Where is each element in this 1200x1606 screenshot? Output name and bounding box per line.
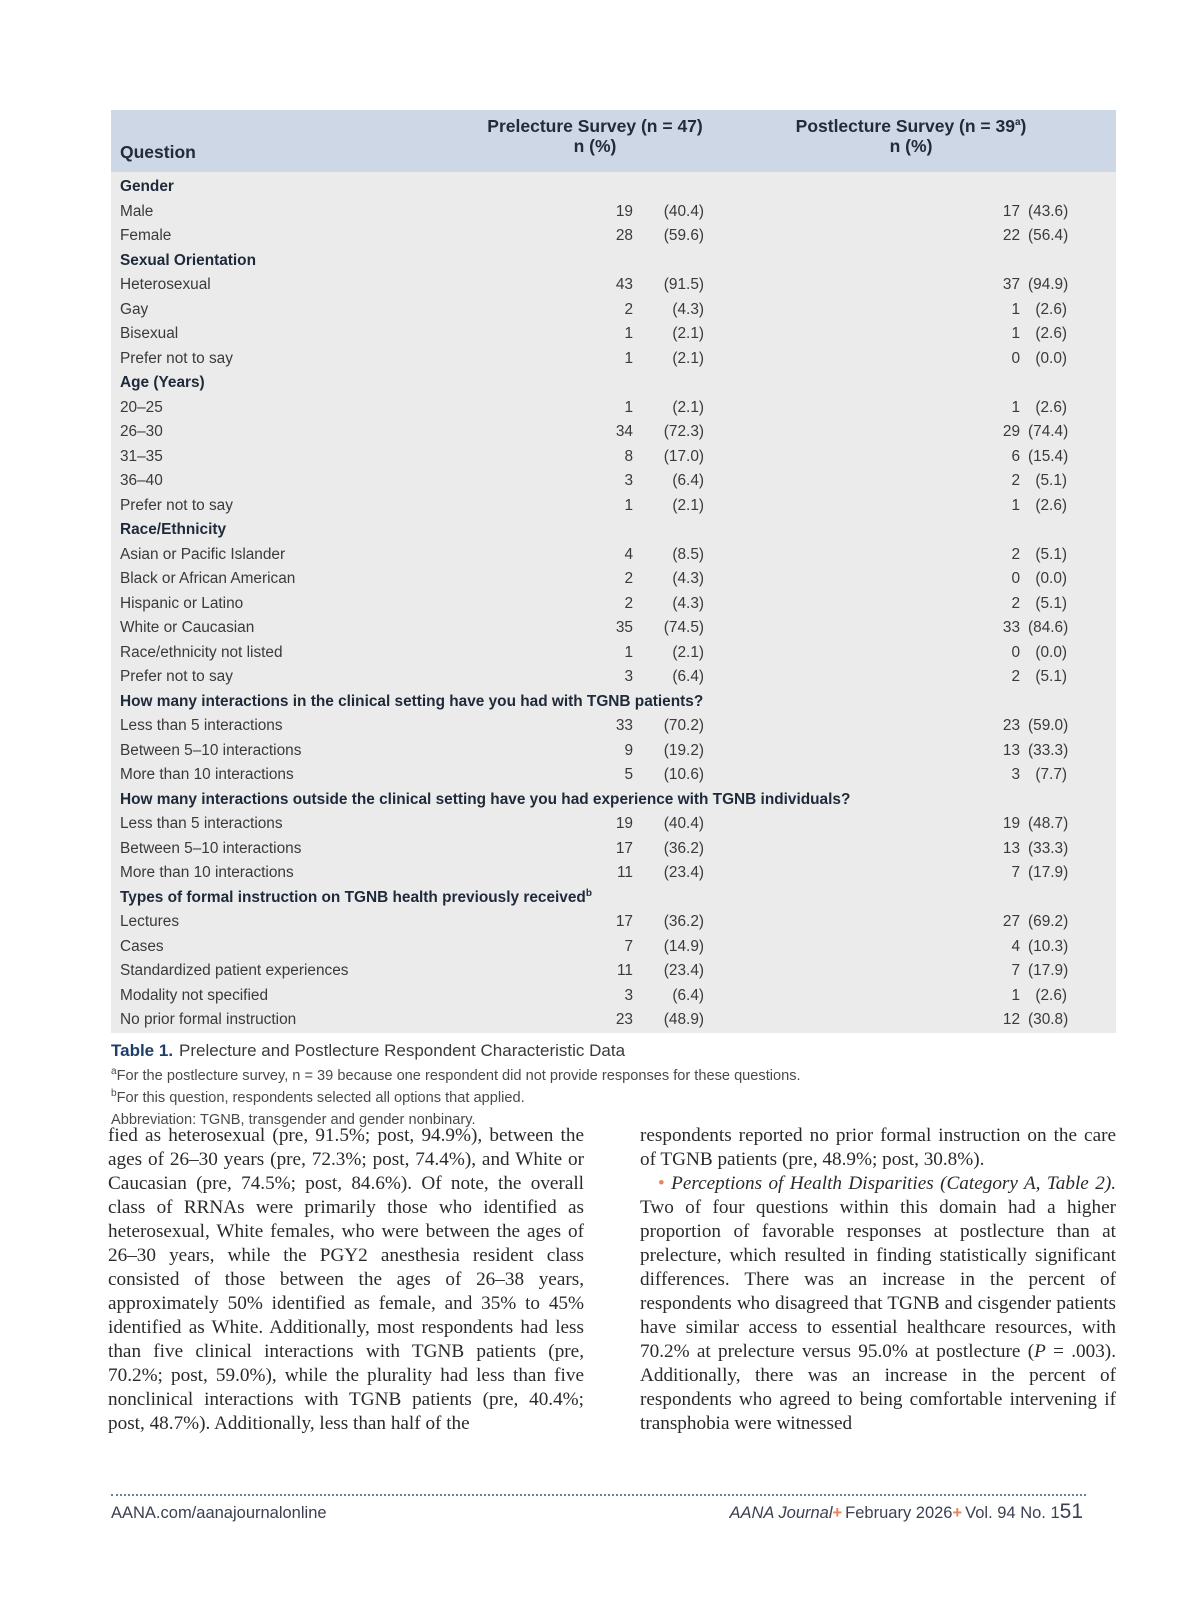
row-label: Standardized patient experiences — [120, 962, 349, 979]
section-label-text: Age (Years) — [120, 374, 205, 391]
left-paragraph: fied as heterosexual (pre, 91.5%; post, 94.9%), between the ages of 26–30 years (pre, 72.3%; post, 74.4%), and White or Caucasian (pre, 74.5%; post, 84.6%). Of note, the overall class of RRNAs were primarily those who identified as heterosexual, White females, who were between the ages of 26–30 years, while the PGY2 anesthesia resident class consisted of those between the ages of 26–38 years, approximately 50% identified as female, and 35% to 45% identified as White. Additionally, most respondents had less than five clinical interactions with TGNB patients (pre, 70.2%; post, 59.0%), while the plurality had less than five nonclinical interactions with TGNB patients (pre, 40.4%; post, 48.7%). Additionally, less than half of the — [108, 1125, 584, 1434]
prelecture-count: 33 — [615, 717, 633, 734]
section-label — [111, 172, 1116, 200]
row-label: Female — [120, 227, 172, 244]
section-label — [111, 518, 1116, 543]
postlecture-percent: (74.4) — [1028, 423, 1069, 440]
row-label: Asian or Pacific Islander — [120, 545, 286, 563]
row-label: White or Caucasian — [120, 619, 255, 636]
postlecture-count: 7 — [1011, 864, 1021, 881]
prelecture-percent: (4.3) — [672, 570, 705, 587]
prelecture-count: 34 — [615, 423, 633, 440]
postlecture-percent: (94.9) — [1028, 276, 1069, 293]
section-label — [111, 886, 1116, 911]
row-label: Race/ethnicity not listed — [120, 643, 283, 661]
row-label: Gay — [120, 300, 149, 318]
postlecture-percent: (0.0) — [1035, 643, 1068, 661]
spacer-cell — [711, 567, 986, 592]
spacer-cell — [711, 641, 986, 666]
table-row — [111, 396, 1116, 421]
volume: Vol. 94 — [965, 1504, 1016, 1522]
postlecture-count: 12 — [1002, 1011, 1021, 1028]
prelecture-percent: (72.3) — [663, 423, 705, 440]
table-row — [111, 959, 1116, 984]
prelecture-label: Prelecture Survey (n = 47) — [487, 116, 703, 136]
prelecture-percent: (4.3) — [672, 594, 705, 612]
postlecture-count: 1 — [1011, 325, 1021, 342]
postlecture-count: 2 — [1011, 594, 1021, 612]
body-column-right — [640, 1124, 1116, 1436]
row-label: Cases — [120, 937, 164, 955]
section-label-text: How many interactions in the clinical setting have you had with TGNB patients? — [120, 692, 704, 710]
table-row — [111, 1008, 1116, 1033]
table-row — [111, 665, 1116, 690]
table-row — [111, 812, 1116, 837]
table-caption-label: Table 1. — [111, 1040, 174, 1060]
plus-icon: + — [952, 1504, 963, 1522]
postlecture-percent: (2.6) — [1035, 325, 1068, 342]
postlecture-percent: (69.2) — [1028, 913, 1069, 930]
table-row — [111, 469, 1116, 494]
prelecture-count: 19 — [615, 202, 633, 220]
spacer-cell — [711, 224, 986, 249]
postlecture-percent: (5.1) — [1035, 545, 1068, 563]
table-row — [111, 739, 1116, 764]
spacer-cell — [711, 861, 986, 886]
page-footer — [111, 1500, 1083, 1524]
prelecture-percent: (40.4) — [663, 202, 705, 220]
spacer-cell — [711, 1008, 986, 1033]
prelecture-count: 2 — [624, 570, 633, 587]
row-label: Hispanic or Latino — [120, 594, 244, 612]
postlecture-percent: (30.8) — [1028, 1011, 1069, 1028]
postlecture-percent: (59.0) — [1028, 717, 1069, 734]
table-caption-title: Prelecture and Postlecture Respondent Characteristic Data — [179, 1040, 626, 1060]
spacer-cell — [711, 935, 986, 960]
postlecture-count: 1 — [1011, 496, 1021, 514]
postlecture-count: 13 — [1002, 741, 1021, 759]
row-label: Heterosexual — [120, 276, 211, 293]
spacer-cell — [711, 739, 986, 764]
spacer-cell — [711, 322, 986, 347]
section-label-text: Sexual Orientation — [120, 251, 256, 269]
table-row — [111, 567, 1116, 592]
prelecture-column-header — [479, 110, 711, 172]
postlecture-percent: (0.0) — [1035, 349, 1068, 367]
prelecture-count: 7 — [624, 937, 633, 955]
spacer-cell — [711, 494, 986, 519]
prelecture-percent: (70.2) — [663, 717, 705, 734]
spacer-cell — [711, 910, 986, 935]
table-row — [111, 935, 1116, 960]
prelecture-count: 5 — [624, 766, 633, 783]
postlecture-count: 0 — [1011, 570, 1021, 587]
prelecture-count: 8 — [624, 447, 633, 465]
section-label — [111, 249, 1116, 274]
spacer-cell — [711, 396, 986, 421]
row-label: Modality not specified — [120, 986, 268, 1004]
postlecture-percent: (17.9) — [1028, 962, 1069, 979]
spacer-cell — [711, 592, 986, 617]
postlecture-count: 33 — [1002, 619, 1021, 636]
prelecture-percent: (23.4) — [663, 864, 705, 881]
journal-url-link[interactable]: AANA.com/aanajournalonline — [111, 1504, 327, 1522]
prelecture-count: 11 — [617, 962, 633, 979]
journal-name: AANA Journal — [729, 1504, 833, 1522]
spacer-cell — [711, 200, 986, 225]
footnote-a-text: For the postlecture survey, n = 39 because one respondent did not provide responses for these questions. — [116, 1067, 801, 1084]
postlecture-percent: (2.6) — [1035, 398, 1068, 416]
prelecture-sublabel: n (%) — [573, 136, 617, 156]
postlecture-percent: (48.7) — [1028, 815, 1069, 832]
body-text — [108, 1124, 1116, 1436]
postlecture-count: 0 — [1011, 643, 1021, 661]
postlecture-sublabel: n (%) — [889, 136, 933, 156]
footnote-a-mark: a — [111, 1065, 117, 1077]
prelecture-percent: (8.5) — [672, 545, 705, 563]
bullet-icon: • — [658, 1173, 665, 1194]
footnote-b-text: For this question, respondents selected all options that applied. — [116, 1089, 525, 1106]
body-column-left — [108, 1124, 584, 1436]
prelecture-count: 4 — [624, 545, 633, 563]
spacer-cell — [711, 984, 986, 1009]
section-header-row — [111, 172, 1116, 200]
postlecture-percent: (56.4) — [1028, 227, 1069, 244]
prelecture-count: 3 — [624, 472, 633, 489]
postlecture-column-header — [795, 110, 1116, 172]
section-label-text: Gender — [120, 178, 174, 195]
section-header-row — [111, 518, 1116, 543]
prelecture-percent: (2.1) — [672, 496, 705, 514]
table-row — [111, 273, 1116, 298]
postlecture-percent: (33.3) — [1028, 741, 1069, 759]
postlecture-count: 23 — [1002, 717, 1021, 734]
prelecture-count: 43 — [615, 276, 633, 293]
table-row — [111, 763, 1116, 788]
postlecture-percent: (33.3) — [1028, 839, 1069, 857]
postlecture-percent: (15.4) — [1028, 447, 1069, 465]
spacer-cell — [711, 445, 986, 470]
plus-icon: + — [832, 1504, 843, 1522]
row-label: Bisexual — [120, 325, 179, 342]
footnote-a — [111, 1067, 1116, 1085]
postlecture-count: 13 — [1002, 839, 1021, 857]
postlecture-count: 2 — [1011, 472, 1021, 489]
postlecture-count: 1 — [1011, 986, 1021, 1004]
row-label: Male — [120, 202, 154, 220]
postlecture-count: 29 — [1002, 423, 1021, 440]
table-row — [111, 298, 1116, 323]
section-label-text: How many interactions outside the clinical setting have you had experience with TGNB individuals? — [120, 790, 851, 808]
prelecture-percent: (19.2) — [663, 741, 705, 759]
row-label: Between 5–10 interactions — [120, 839, 302, 857]
footnote-b — [111, 1089, 1116, 1107]
postlecture-count: 1 — [1011, 398, 1021, 416]
prelecture-count: 19 — [615, 815, 633, 832]
row-label: 20–25 — [120, 398, 163, 416]
postlecture-count: 6 — [1011, 447, 1021, 465]
row-label: Less than 5 interactions — [120, 717, 283, 734]
prelecture-percent: (6.4) — [672, 472, 705, 489]
prelecture-count: 23 — [615, 1011, 633, 1028]
prelecture-percent: (2.1) — [672, 643, 705, 661]
abbreviation-note: Abbreviation: TGNB, transgender and gender nonbinary. — [111, 1111, 476, 1128]
prelecture-percent: (2.1) — [672, 325, 705, 342]
right-paragraph-2-text-a: Two of four questions within this domain had a higher proportion of favorable responses at postlecture than at prelecture, which resulted in finding statistically significant differences. There was an increase in the percent of respondents who disagreed that TGNB and cisgender patients have similar access to essential healthcare resources, with 70.2% at prelecture versus 95.0% at postlecture ( — [640, 1197, 1116, 1362]
table-row — [111, 494, 1116, 519]
prelecture-percent: (36.2) — [663, 839, 705, 857]
postlecture-count: 17 — [1002, 202, 1021, 220]
prelecture-percent: (48.9) — [663, 1011, 705, 1028]
footer-divider — [111, 1494, 1086, 1496]
table-row — [111, 592, 1116, 617]
section-header-row — [111, 788, 1116, 813]
prelecture-percent: (4.3) — [672, 300, 705, 318]
prelecture-count: 1 — [624, 496, 633, 514]
spacer-cell — [711, 812, 986, 837]
row-label: 26–30 — [120, 423, 163, 440]
row-label: Less than 5 interactions — [120, 815, 283, 832]
prelecture-percent: (36.2) — [663, 913, 705, 930]
postlecture-count: 2 — [1011, 668, 1021, 685]
prelecture-count: 9 — [624, 741, 633, 759]
postlecture-label: Postlecture Survey (n = 39 — [795, 116, 1015, 136]
postlecture-percent: (2.6) — [1035, 300, 1068, 318]
table-caption — [111, 1041, 1116, 1061]
row-label: More than 10 interactions — [120, 864, 294, 881]
postlecture-percent: (17.9) — [1028, 864, 1069, 881]
spacer-cell — [711, 298, 986, 323]
table-row — [111, 861, 1116, 886]
section-label — [111, 690, 1116, 715]
section-footnote-mark: b — [585, 887, 592, 899]
row-label: More than 10 interactions — [120, 766, 294, 783]
postlecture-count: 0 — [1011, 349, 1021, 367]
postlecture-percent: (5.1) — [1035, 594, 1068, 612]
page-number: 51 — [1059, 1500, 1083, 1523]
postlecture-count: 7 — [1011, 962, 1021, 979]
postlecture-count: 4 — [1011, 937, 1021, 955]
table-row — [111, 445, 1116, 470]
spacer-cell — [711, 469, 986, 494]
prelecture-count: 28 — [615, 227, 633, 244]
spacer-cell — [711, 420, 986, 445]
prelecture-percent: (14.9) — [663, 937, 705, 955]
postlecture-count: 3 — [1011, 766, 1021, 783]
prelecture-percent: (91.5) — [663, 276, 705, 293]
table-row — [111, 543, 1116, 568]
postlecture-percent: (43.6) — [1028, 202, 1069, 220]
section-header-row — [111, 249, 1116, 274]
row-label: 31–35 — [120, 447, 163, 465]
table-row — [111, 641, 1116, 666]
row-label: Prefer not to say — [120, 668, 233, 685]
row-label: Lectures — [120, 913, 180, 930]
section-label-text: Race/Ethnicity — [120, 521, 227, 538]
prelecture-count: 3 — [624, 668, 633, 685]
postlecture-footnote-mark: a — [1014, 117, 1021, 129]
prelecture-percent: (6.4) — [672, 668, 705, 685]
spacer-cell — [711, 959, 986, 984]
prelecture-percent: (74.5) — [663, 619, 705, 636]
section-heading: Perceptions of Health Disparities (Category A, Table 2). — [671, 1173, 1117, 1194]
section-label — [111, 371, 1116, 396]
table-row — [111, 616, 1116, 641]
row-label: Between 5–10 interactions — [120, 741, 302, 759]
postlecture-percent: (2.6) — [1035, 496, 1068, 514]
spacer-cell — [711, 837, 986, 862]
prelecture-percent: (40.4) — [663, 815, 705, 832]
table-row — [111, 224, 1116, 249]
row-label: Prefer not to say — [120, 496, 233, 514]
spacer-cell — [711, 714, 986, 739]
data-table — [111, 110, 1116, 1033]
prelecture-percent: (17.0) — [663, 447, 705, 465]
prelecture-percent: (59.6) — [663, 227, 705, 244]
section-header-row — [111, 371, 1116, 396]
postlecture-percent: (10.3) — [1028, 937, 1069, 955]
spacer-cell — [711, 763, 986, 788]
prelecture-count: 2 — [624, 300, 633, 318]
prelecture-count: 2 — [624, 594, 633, 612]
table-region — [111, 110, 1116, 1129]
spacer-cell — [711, 273, 986, 298]
right-paragraph-2-text-b: = .003). Additionally, there was an increase in the percent of respondents who agreed to being comfortable intervening if transphobia were witnessed — [640, 1341, 1116, 1434]
row-label: Prefer not to say — [120, 349, 233, 367]
prelecture-percent: (2.1) — [672, 349, 705, 367]
prelecture-count: 1 — [624, 325, 633, 342]
table-row — [111, 420, 1116, 445]
postlecture-count: 2 — [1011, 545, 1021, 563]
row-label: 36–40 — [120, 472, 163, 489]
spacer-cell — [711, 616, 986, 641]
spacer-cell — [711, 347, 986, 372]
section-header-row — [111, 886, 1116, 911]
question-column-header: Question — [120, 142, 196, 162]
prelecture-count: 1 — [624, 398, 633, 416]
p-value-symbol: P — [1034, 1341, 1046, 1362]
spacer-cell — [711, 665, 986, 690]
table-row — [111, 714, 1116, 739]
table-body — [111, 172, 1116, 1033]
prelecture-count: 11 — [617, 864, 633, 881]
footer-citation — [730, 1500, 1084, 1524]
postlecture-percent: (2.6) — [1035, 986, 1068, 1004]
issue-number: No. 1 — [1020, 1504, 1060, 1522]
postlecture-count: 22 — [1002, 227, 1021, 244]
table-row — [111, 200, 1116, 225]
table-row — [111, 322, 1116, 347]
prelecture-count: 17 — [615, 913, 633, 930]
section-header-row — [111, 690, 1116, 715]
postlecture-label-close: ) — [1020, 116, 1027, 136]
postlecture-percent: (5.1) — [1035, 668, 1068, 685]
prelecture-percent: (23.4) — [663, 962, 705, 979]
postlecture-percent: (7.7) — [1035, 766, 1068, 783]
prelecture-count: 1 — [624, 643, 633, 661]
section-label-text: Types of formal instruction on TGNB health previously received — [120, 888, 586, 906]
spacer-cell — [711, 543, 986, 568]
prelecture-percent: (10.6) — [663, 766, 705, 783]
prelecture-count: 35 — [615, 619, 633, 636]
postlecture-percent: (0.0) — [1035, 570, 1068, 587]
row-label: No prior formal instruction — [120, 1011, 297, 1028]
section-label — [111, 788, 1116, 813]
table-row — [111, 347, 1116, 372]
prelecture-count: 3 — [624, 986, 633, 1004]
prelecture-count: 17 — [615, 839, 633, 857]
table-row — [111, 984, 1116, 1009]
postlecture-percent: (84.6) — [1028, 619, 1069, 636]
table-row — [111, 910, 1116, 935]
row-label: Black or African American — [120, 570, 296, 587]
postlecture-count: 19 — [1002, 815, 1021, 832]
prelecture-percent: (2.1) — [672, 398, 705, 416]
right-paragraph-1: respondents reported no prior formal instruction on the care of TGNB patients (pre, 48.9%; post, 30.8%). — [640, 1125, 1116, 1170]
table-header-row — [111, 110, 1116, 172]
footnote-b-mark: b — [111, 1087, 117, 1099]
prelecture-count: 1 — [624, 349, 633, 367]
prelecture-percent: (6.4) — [672, 986, 705, 1004]
issue-date: February 2026 — [845, 1504, 953, 1522]
postlecture-percent: (5.1) — [1035, 472, 1068, 489]
table-row — [111, 837, 1116, 862]
postlecture-count: 27 — [1002, 913, 1021, 930]
right-paragraph-2 — [640, 1172, 1116, 1436]
postlecture-count: 37 — [1002, 276, 1021, 293]
postlecture-count: 1 — [1011, 300, 1021, 318]
